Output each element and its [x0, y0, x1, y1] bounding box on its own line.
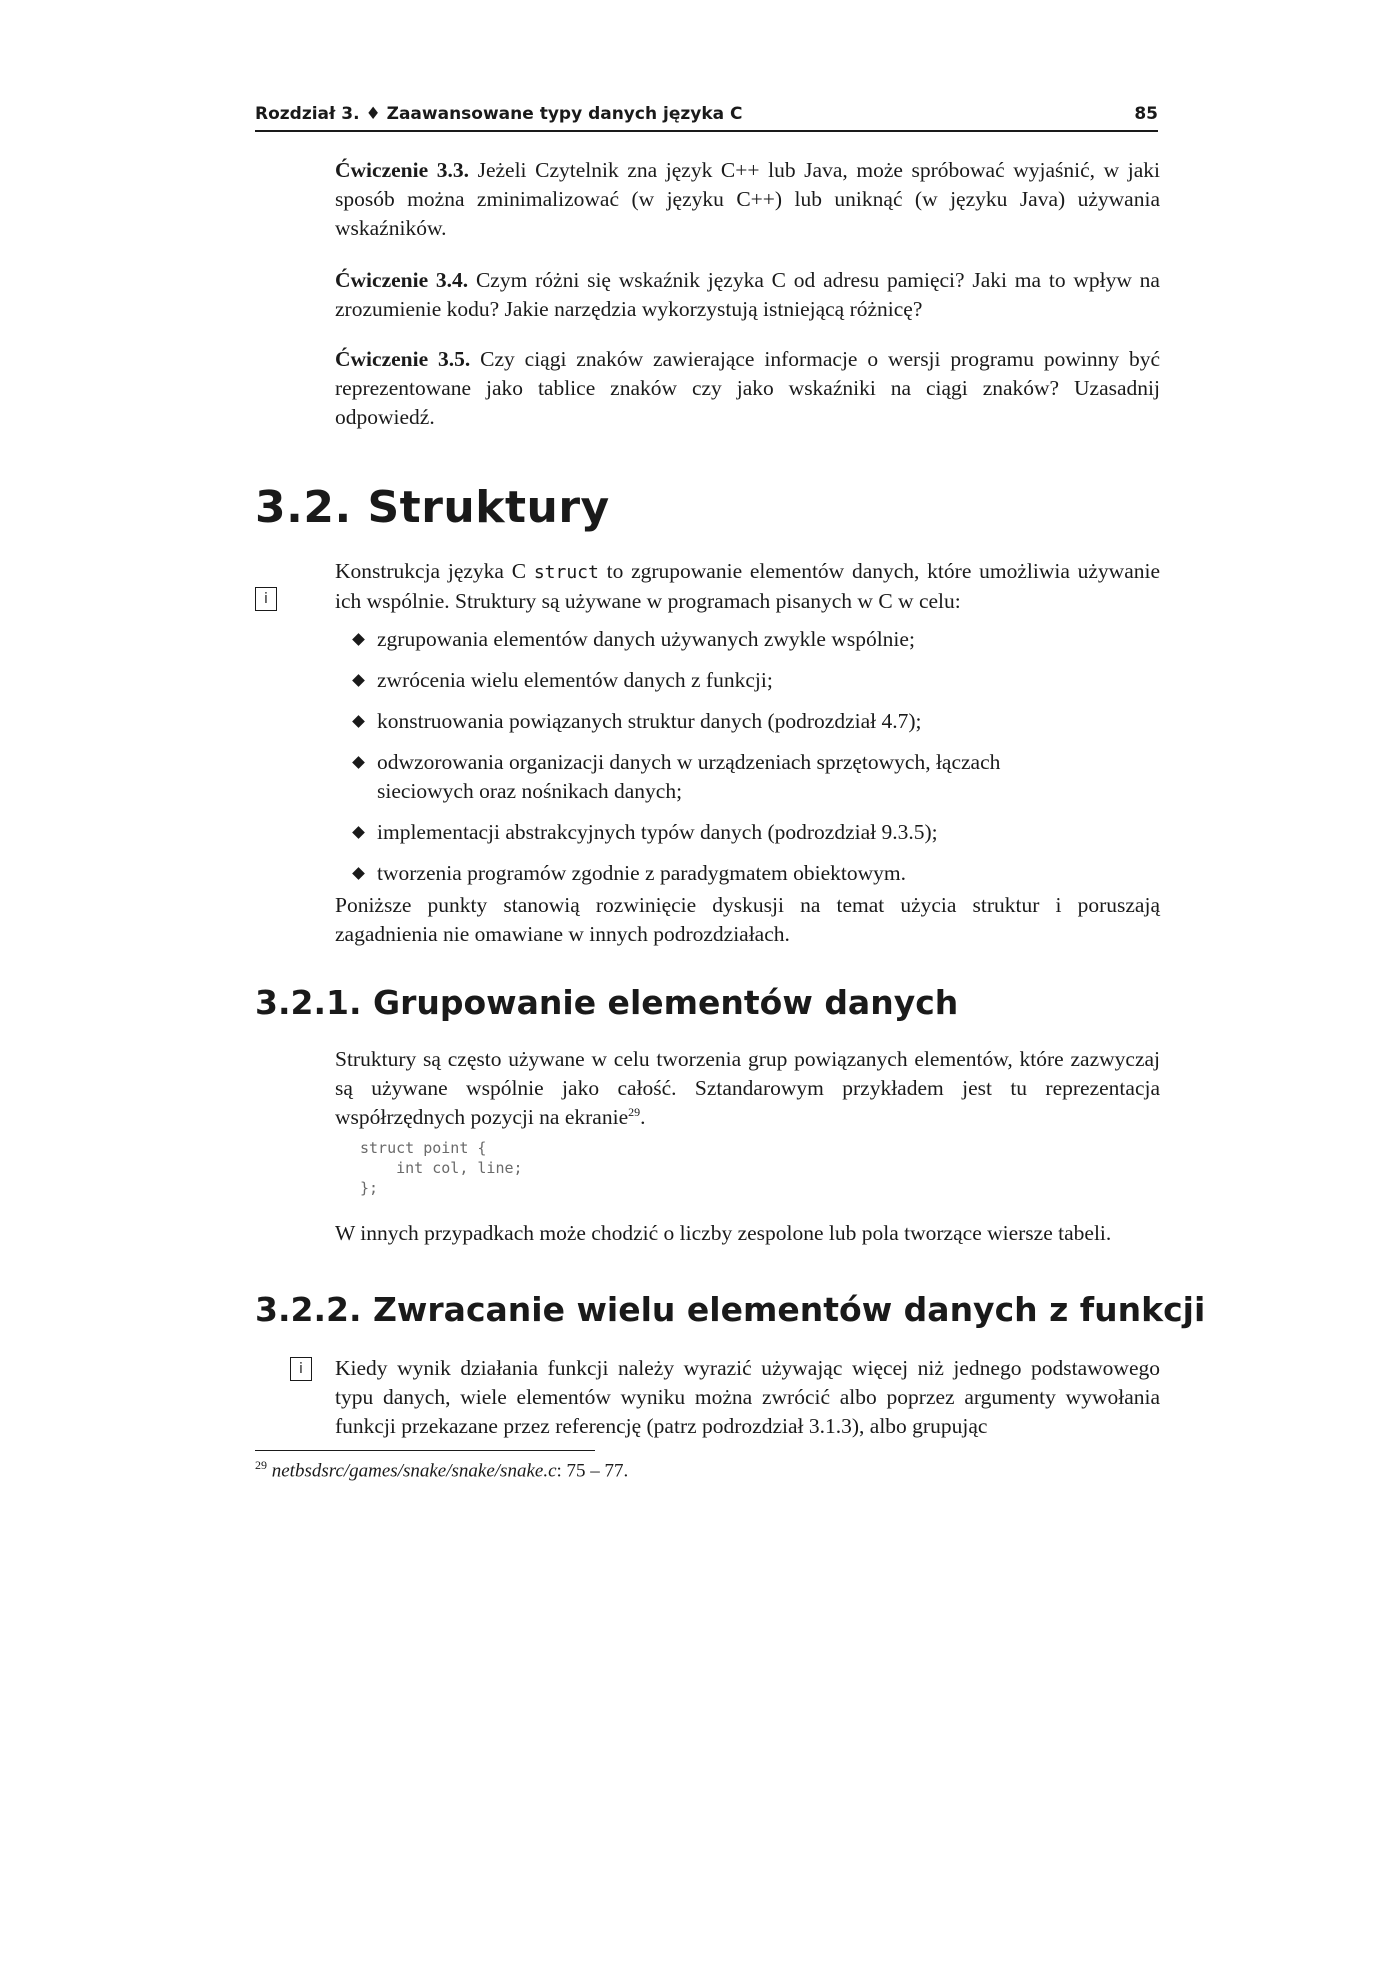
- list-item: [350, 666, 1070, 695]
- inline-code: struct: [533, 562, 599, 583]
- exercise-label: Ćwiczenie 3.4.: [335, 268, 469, 292]
- struct-uses-list: [350, 625, 1070, 900]
- list-item: [350, 818, 1070, 847]
- grouping-text-end: .: [640, 1105, 646, 1129]
- code-listing: struct point { int col, line; };: [360, 1139, 523, 1197]
- struct-intro: [335, 557, 1160, 616]
- exercise-text: Jeżeli Czytelnik zna język C++ lub Java, może spróbować wyjaśnić, w jaki sposób można zminimalizować (w języku C++) lub uniknąć (w języku Java) używania wskaźników.: [335, 158, 1161, 240]
- list-item: [350, 707, 1070, 736]
- diamond-bullet-icon: [352, 715, 365, 728]
- chapter-title: Rozdział 3. ♦ Zaawansowane typy danych języka C: [255, 104, 743, 124]
- exercise-label: Ćwiczenie 3.3.: [335, 158, 469, 182]
- list-item-text: zwrócenia wielu elementów danych z funkcji;: [377, 668, 773, 692]
- info-icon: i: [255, 587, 277, 611]
- return-values-paragraph: Kiedy wynik działania funkcji należy wyrazić używając więcej niż jednego podstawowego typu danych, wiele elementów wyniku można zwrócić albo poprzez argumenty wywołania funkcji przekazane przez referencję (patrz podrozdział 3.1.3), albo grupując: [335, 1356, 1160, 1438]
- grouping-text: Struktury są często używane w celu tworzenia grup powiązanych elementów, które zazwyczaj są używane wspólnie jako całość. Sztandarowym przykładem jest tu reprezentacja współrzędnych pozycji na ekranie: [335, 1047, 1160, 1129]
- diamond-bullet-icon: [352, 826, 365, 839]
- exercise-label: Ćwiczenie 3.5.: [335, 347, 471, 371]
- diamond-bullet-icon: [352, 633, 365, 646]
- info-icon: i: [290, 1357, 312, 1381]
- list-item: [350, 625, 1070, 654]
- list-item: [350, 859, 1070, 888]
- intro-text-cont: to zgrupowanie elementów danych, które umożliwia używanie ich wspólnie. Struktury są używane w programach pisanych w C w celu:: [335, 559, 1161, 613]
- exercise-3-3: [335, 156, 1160, 243]
- diamond-bullet-icon: [352, 674, 365, 687]
- footnote: [255, 1458, 628, 1482]
- list-item-text: odwzorowania organizacji danych w urządzeniach sprzętowych, łączach sieciowych oraz nośnikach danych;: [377, 750, 1001, 803]
- exercise-3-5: [335, 345, 1160, 432]
- diamond-bullet-icon: [352, 867, 365, 880]
- footnote-path: netbsdsrc/games/snake/snake/snake.c: [271, 1460, 557, 1482]
- exercise-text: Czym różni się wskaźnik języka C od adresu pamięci? Jaki ma to wpływ na zrozumienie kodu? Jakie narzędzia wykorzystują istniejącą różnicę?: [335, 268, 1160, 321]
- running-header: [255, 102, 1158, 132]
- footnote-ref[interactable]: 29: [628, 1104, 641, 1119]
- footnote-number: 29: [255, 1458, 267, 1472]
- list-item: [350, 748, 1017, 806]
- diamond-bullet-icon: [352, 756, 365, 769]
- footnote-divider: [255, 1450, 595, 1451]
- page-number: 85: [1134, 104, 1158, 124]
- intro-text: Konstrukcja języka C: [335, 559, 534, 583]
- list-item-text: zgrupowania elementów danych używanych zwykle wspólnie;: [377, 627, 915, 651]
- grouping-paragraph: [335, 1045, 1160, 1132]
- section-heading-3-2-1: 3.2.1. Grupowanie elementów danych: [255, 983, 959, 1022]
- section-heading-3-2-2: 3.2.2. Zwracanie wielu elementów danych z funkcji: [255, 1290, 1206, 1329]
- section-heading-3-2: 3.2. Struktury: [255, 482, 610, 533]
- list-item-text: konstruowania powiązanych struktur danych (podrozdział 4.7);: [377, 709, 922, 733]
- footnote-lines: : 75 – 77.: [556, 1460, 629, 1482]
- list-item-text: tworzenia programów zgodnie z paradygmatem obiektowym.: [377, 861, 906, 885]
- other-cases-paragraph: W innych przypadkach może chodzić o liczby zespolone lub pola tworzące wiersze tabeli.: [335, 1221, 1112, 1245]
- list-item-text: implementacji abstrakcyjnych typów danych (podrozdział 9.3.5);: [377, 820, 938, 844]
- exercise-text: Czy ciągi znaków zawierające informacje o wersji programu powinny być reprezentowane jako tablice znaków czy jako wskaźniki na ciągi znaków? Uzasadnij odpowiedź.: [335, 347, 1161, 429]
- struct-closing-paragraph: Poniższe punkty stanowią rozwinięcie dyskusji na temat użycia struktur i poruszają zagadnienia nie omawiane w innych podrozdziałach.: [335, 893, 1160, 946]
- exercise-3-4: [335, 266, 1160, 324]
